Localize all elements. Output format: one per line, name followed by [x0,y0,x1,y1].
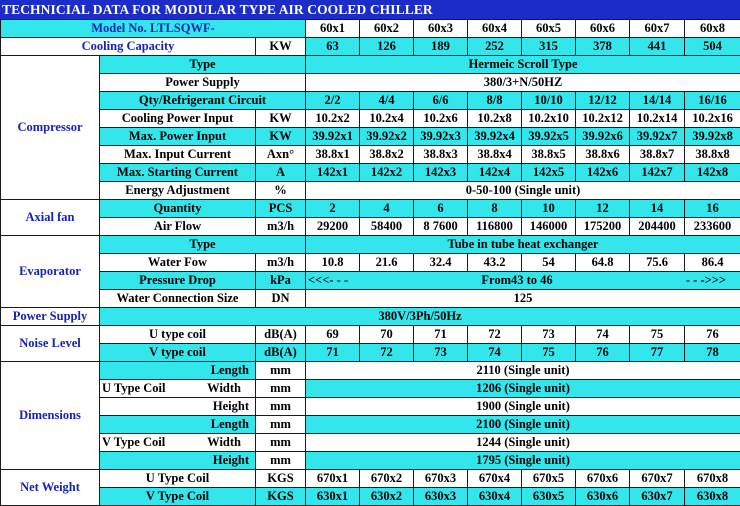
model-cell: 60x2 [360,20,414,38]
row-label: Water Fow [100,254,256,272]
coil-type-label: U Type Coil [102,381,165,396]
value-cell: 8 [468,200,522,218]
evaporator-type-row [1,236,740,254]
model-cell: 60x7 [630,20,685,38]
value-cell: 38.8x6 [576,146,630,164]
unit-cell: mm [256,380,306,398]
dim-u-width-row [1,380,740,398]
span-value: 1900 (Single unit) [306,398,740,416]
value-cell: 71 [414,326,468,344]
row-label: U type coil [100,326,256,344]
unit-cell: KGS [256,488,306,506]
value-cell: 38.8x8 [685,146,740,164]
value-cell: 10.2x4 [360,110,414,128]
value-cell: 6 [414,200,468,218]
row-label: Power Supply [100,74,306,92]
weight-u-row [1,470,740,488]
unit-cell: mm [256,362,306,380]
model-cell: 60x4 [468,20,522,38]
value-cell: 72 [360,344,414,362]
value-cell: 39.92x2 [360,128,414,146]
value-cell: 10.2x6 [414,110,468,128]
row-label: Type [100,56,306,74]
value-cell: 38.8x1 [306,146,360,164]
row-label: Height [100,452,256,470]
value-cell: 73 [522,326,576,344]
unit-cell: PCS [256,200,306,218]
value-cell: 504 [685,38,740,56]
value-cell: 39.92x7 [630,128,685,146]
noise-u-row [1,326,740,344]
evaporator-water-connection-row [1,290,740,308]
compressor-power-supply-row [1,74,740,92]
value-cell: 77 [630,344,685,362]
model-cell: 60x8 [685,20,740,38]
value-cell: 233600 [685,218,740,236]
value-cell: 315 [522,38,576,56]
evaporator-water-flow-row [1,254,740,272]
value-cell: 670x4 [468,470,522,488]
weight-v-row [1,488,740,506]
value-cell: 16/16 [685,92,740,110]
value-cell: 6/6 [414,92,468,110]
value-cell: 630x7 [630,488,685,506]
value-cell: 142x5 [522,164,576,182]
value-cell: 630x1 [306,488,360,506]
value-cell: 12/12 [576,92,630,110]
unit-cell: mm [256,416,306,434]
span-value: 1795 (Single unit) [306,452,740,470]
unit-cell: m3/h [256,218,306,236]
width-label: Width [207,435,241,450]
compressor-max-starting-current-row [1,164,740,182]
value-cell: 670x3 [414,470,468,488]
value-cell: 29200 [306,218,360,236]
span-value: 1206 (Single unit) [306,380,740,398]
power-supply-row [1,308,740,326]
unit-cell: KW [256,38,306,56]
unit-cell: KGS [256,470,306,488]
value-cell: 670x7 [630,470,685,488]
value-cell: 70 [360,326,414,344]
span-value: 380/3+N/50HZ [306,74,740,92]
row-label: Cooling Power Input [100,110,256,128]
value-cell: 64.8 [576,254,630,272]
value-cell: 2 [306,200,360,218]
value-cell: 670x2 [360,470,414,488]
value-cell: 74 [468,344,522,362]
value-cell: 16 [685,200,740,218]
value-cell: 63 [306,38,360,56]
value-cell: 39.92x5 [522,128,576,146]
value-cell: 630x4 [468,488,522,506]
axial-fan-group-label: Axial fan [1,200,100,236]
value-cell: 10.2x14 [630,110,685,128]
unit-cell: dB(A) [256,344,306,362]
value-cell: 10/10 [522,92,576,110]
value-cell: 670x1 [306,470,360,488]
unit-cell: mm [256,434,306,452]
value-cell: 38.8x3 [414,146,468,164]
unit-cell: m3/h [256,254,306,272]
value-cell: 39.92x3 [414,128,468,146]
value-cell: 142x7 [630,164,685,182]
model-label: Model No. LTLSQWF- [1,20,306,38]
value-cell: 78 [685,344,740,362]
value-cell: 38.8x7 [630,146,685,164]
value-cell: 73 [414,344,468,362]
value-cell: 38.8x2 [360,146,414,164]
cooling-capacity-row [1,38,740,56]
evaporator-pressure-drop-row [1,272,740,290]
row-label [100,380,256,398]
model-cell: 60x6 [576,20,630,38]
compressor-energy-row [1,182,740,200]
fan-quantity-row [1,200,740,218]
value-cell: 76 [576,344,630,362]
span-value: 380V/3Ph/50Hz [100,308,740,326]
unit-cell: Axn° [256,146,306,164]
row-label: V Type Coil [100,488,256,506]
value-cell: 71 [306,344,360,362]
span-value: 1244 (Single unit) [306,434,740,452]
dim-v-height-row [1,452,740,470]
value-cell: 75 [522,344,576,362]
value-cell: 146000 [522,218,576,236]
value-cell: 58400 [360,218,414,236]
unit-cell: kPa [256,272,306,290]
span-value: 125 [306,290,740,308]
value-cell: 4/4 [360,92,414,110]
value-cell: 630x2 [360,488,414,506]
pressure-drop-value [306,272,740,290]
value-cell: 2/2 [306,92,360,110]
row-label: Qty/Refrigerant Circuit [100,92,306,110]
compressor-max-input-current-row [1,146,740,164]
unit-cell: DN [256,290,306,308]
value-cell: 142x8 [685,164,740,182]
row-label: Type [100,236,306,254]
value-cell: 126 [360,38,414,56]
value-cell: 142x4 [468,164,522,182]
value-cell: 32.4 [414,254,468,272]
row-label: Water Connection Size [100,290,256,308]
evaporator-group-label: Evaporator [1,236,100,308]
width-label: Width [207,381,241,396]
row-label: Energy Adjustment [100,182,256,200]
value-cell: 189 [414,38,468,56]
row-label: Max. Input Current [100,146,256,164]
row-label: Air Flow [100,218,256,236]
value-cell: 10.2x10 [522,110,576,128]
value-cell: 69 [306,326,360,344]
arrow-left-glyph: <<<- - - [308,273,348,288]
value-cell: 74 [576,326,630,344]
value-cell: 14/14 [630,92,685,110]
spec-table [0,19,740,506]
value-cell: 142x1 [306,164,360,182]
value-cell: 12 [576,200,630,218]
cooling-capacity-label: Cooling Capacity [1,38,256,56]
value-cell: 39.92x4 [468,128,522,146]
value-cell: 8/8 [468,92,522,110]
row-label: Length [100,362,256,380]
value-cell: 175200 [576,218,630,236]
value-cell: 72 [468,326,522,344]
value-cell: 75 [630,326,685,344]
power-supply-group-label: Power Supply [1,308,100,326]
value-cell: 670x8 [685,470,740,488]
value-cell: 43.2 [468,254,522,272]
unit-cell: dB(A) [256,326,306,344]
value-cell: 670x5 [522,470,576,488]
value-cell: 441 [630,38,685,56]
row-label: Quantity [100,200,256,218]
value-cell: 39.92x6 [576,128,630,146]
value-cell: 39.92x8 [685,128,740,146]
row-label: Length [100,416,256,434]
value-cell: 252 [468,38,522,56]
value-cell: 142x6 [576,164,630,182]
value-cell: 21.6 [360,254,414,272]
compressor-cooling-power-row [1,110,740,128]
dim-u-length-row [1,362,740,380]
model-cell: 60x1 [306,20,360,38]
value-cell: 204400 [630,218,685,236]
value-cell: 8 7600 [414,218,468,236]
coil-type-label: V Type Coil [102,435,165,450]
dim-v-width-row [1,434,740,452]
sheet-title: TECHNICIAL DATA FOR MODULAR TYPE AIR COOLED CHILLER [0,0,740,19]
row-label: Max. Power Input [100,128,256,146]
model-row [1,20,740,38]
model-cell: 60x5 [522,20,576,38]
span-value: 2100 (Single unit) [306,416,740,434]
value-cell: 116800 [468,218,522,236]
fan-air-flow-row [1,218,740,236]
value-cell: 54 [522,254,576,272]
unit-cell: mm [256,398,306,416]
compressor-qty-row [1,92,740,110]
span-value: Tube in tube heat exchanger [306,236,740,254]
value-cell: 142x2 [360,164,414,182]
value-cell: 630x5 [522,488,576,506]
value-cell: 38.8x4 [468,146,522,164]
row-label: U Type Coil [100,470,256,488]
value-cell: 10.2x16 [685,110,740,128]
unit-cell: mm [256,452,306,470]
net-weight-group-label: Net Weight [1,470,100,506]
unit-cell: % [256,182,306,200]
unit-cell: KW [256,110,306,128]
value-cell: 630x8 [685,488,740,506]
unit-cell: A [256,164,306,182]
pressure-drop-range: From43 to 46 [481,273,552,288]
dim-u-height-row [1,398,740,416]
value-cell: 10 [522,200,576,218]
span-value: 0-50-100 (Single unit) [306,182,740,200]
noise-level-group-label: Noise Level [1,326,100,362]
value-cell: 14 [630,200,685,218]
value-cell: 39.92x1 [306,128,360,146]
value-cell: 10.8 [306,254,360,272]
row-label: Height [100,398,256,416]
value-cell: 38.8x5 [522,146,576,164]
value-cell: 76 [685,326,740,344]
noise-v-row [1,344,740,362]
row-label: Pressure Drop [100,272,256,290]
compressor-type-row [1,56,740,74]
unit-cell: KW [256,128,306,146]
value-cell: 630x3 [414,488,468,506]
value-cell: 10.2x12 [576,110,630,128]
value-cell: 86.4 [685,254,740,272]
value-cell: 670x6 [576,470,630,488]
model-cell: 60x3 [414,20,468,38]
span-value: 2110 (Single unit) [306,362,740,380]
compressor-group-label: Compressor [1,56,100,200]
value-cell: 10.2x2 [306,110,360,128]
row-label [100,434,256,452]
value-cell: 75.6 [630,254,685,272]
dim-v-length-row [1,416,740,434]
value-cell: 378 [576,38,630,56]
compressor-max-power-row [1,128,740,146]
span-value: Hermeic Scroll Type [306,56,740,74]
arrow-right-glyph: - - ->>> [686,273,726,288]
value-cell: 142x3 [414,164,468,182]
value-cell: 630x6 [576,488,630,506]
value-cell: 4 [360,200,414,218]
value-cell: 10.2x8 [468,110,522,128]
dimensions-group-label: Dimensions [1,362,100,470]
row-label: Max. Starting Current [100,164,256,182]
row-label: V type coil [100,344,256,362]
